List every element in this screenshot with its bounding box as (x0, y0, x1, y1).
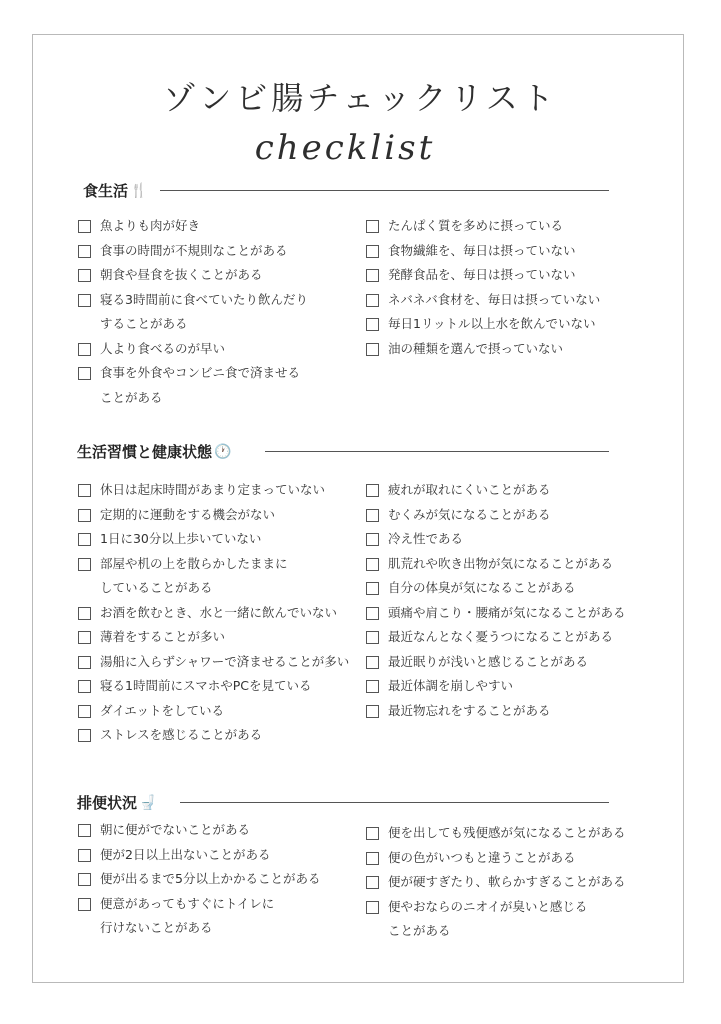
checkbox[interactable] (78, 898, 91, 911)
checklist-item[interactable] (78, 723, 262, 748)
checklist-item-label (388, 870, 626, 895)
checklist-item-line: 毎日1リットル以上水を飲んでいない (388, 316, 596, 331)
checklist-item-line: していることがある (100, 580, 213, 595)
checklist-item-line: 寝る3時間前に食べていたり飲んだり (100, 291, 308, 307)
checkbox[interactable] (366, 533, 379, 546)
checklist-item-line: 休日は起床時間があまり定まっていない (100, 482, 326, 497)
checklist-item-label (100, 361, 300, 410)
checklist-item[interactable] (78, 892, 274, 941)
checkbox[interactable] (366, 582, 379, 595)
checklist-item-label (100, 818, 250, 843)
checkbox[interactable] (366, 705, 379, 718)
page-title: ゾンビ腸チェックリスト (163, 79, 558, 117)
checklist-item[interactable] (78, 843, 270, 868)
checklist-item-label (388, 214, 563, 239)
checkbox[interactable] (366, 876, 379, 889)
checklist-item-label (100, 843, 270, 868)
checklist-item[interactable] (78, 674, 311, 699)
checklist-item-label (388, 625, 613, 650)
checklist-item-line: 油の種類を選んで摂っていない (388, 340, 564, 356)
checklist-item[interactable] (78, 263, 263, 288)
checkbox[interactable] (78, 367, 91, 380)
checklist-item-label (388, 821, 626, 846)
checklist-item[interactable] (366, 288, 600, 313)
section-heading (77, 441, 231, 462)
checklist-item[interactable] (366, 846, 576, 871)
checklist-item[interactable] (366, 263, 576, 288)
checkbox[interactable] (366, 852, 379, 865)
checklist-item-line: 行けないことがある (100, 920, 213, 935)
checkbox[interactable] (78, 729, 91, 742)
checklist-item-label (388, 288, 600, 313)
checklist-item-line: 寝る1時間前にスマホやPCを見ている (100, 678, 312, 693)
checklist-item-line: 人より食べるのが早い (100, 340, 226, 356)
checklist-item-label (100, 239, 288, 264)
checklist-item[interactable] (366, 478, 551, 503)
checklist-item-line: 便意があってもすぐにトイレに (100, 895, 275, 911)
checklist-item-line: ことがある (388, 923, 451, 938)
checkbox[interactable] (366, 631, 379, 644)
checkbox[interactable] (366, 294, 379, 307)
checkbox[interactable] (78, 873, 91, 886)
checklist-item-line: 薄着をすることが多い (100, 629, 226, 644)
checklist-item[interactable] (366, 239, 576, 264)
checkbox[interactable] (78, 631, 91, 644)
checklist-item-line: 最近なんとなく憂うつになることがある (388, 629, 614, 644)
checklist-item-line: 食事を外食やコンビニ食で済ませる (100, 365, 301, 380)
checklist-item[interactable] (366, 601, 626, 626)
checklist-item-label (388, 478, 551, 503)
checklist-item[interactable] (78, 288, 308, 337)
checklist-item[interactable] (78, 527, 261, 552)
checklist-item-line: 便の色がいつもと違うことがある (388, 849, 576, 865)
checklist-item-label (388, 503, 551, 528)
checklist-item-line: たんぱく質を多めに摂っている (388, 218, 564, 233)
checklist-item[interactable] (366, 337, 563, 362)
checklist-item[interactable] (366, 214, 563, 239)
checklist-item-line: 肌荒れや吹き出物が気になることがある (388, 555, 614, 571)
checklist-item-line: 1日に30分以上歩いていない (100, 531, 262, 546)
checklist-item-line: 発酵食品を、毎日は摂っていない (388, 267, 576, 282)
checkbox[interactable] (366, 269, 379, 282)
checklist-item-label (100, 601, 337, 626)
checklist-item-line: ストレスを感じることがある (100, 727, 263, 742)
checklist-item-line: 最近物忘れをすることがある (388, 702, 551, 718)
checklist-item-label (388, 601, 626, 626)
checklist-item-label (100, 288, 308, 337)
checkbox[interactable] (366, 318, 379, 331)
checklist-item-line: 食物繊維を、毎日は摂っていない (388, 242, 576, 258)
fork-knife-icon: 🍴 (130, 182, 148, 199)
checklist-item[interactable] (78, 239, 288, 264)
checkbox[interactable] (78, 705, 91, 718)
checklist-item-line: 最近眠りが浅いと感じることがある (388, 653, 589, 669)
section-heading-label: 排便状況 (77, 794, 138, 812)
checklist-item[interactable] (78, 650, 349, 675)
checklist-item[interactable] (366, 870, 626, 895)
checklist-item[interactable] (366, 576, 576, 601)
checkbox[interactable] (366, 656, 379, 669)
checkbox[interactable] (366, 558, 379, 571)
checklist-item[interactable] (366, 625, 613, 650)
checklist-item[interactable] (78, 214, 200, 239)
clock-icon: 🕐 (214, 443, 232, 460)
checklist-item-label (100, 263, 263, 288)
checklist-item[interactable] (78, 478, 325, 503)
toilet-icon: 🚽 (139, 794, 157, 811)
checklist-item-label (100, 867, 320, 892)
checklist-item-line: 最近体調を崩しやすい (388, 678, 514, 693)
checkbox[interactable] (366, 509, 379, 522)
checklist-item-label (388, 650, 588, 675)
checkbox[interactable] (78, 533, 91, 546)
checklist-item-label (100, 527, 261, 552)
checklist-item-label (100, 699, 224, 724)
checklist-item[interactable] (78, 867, 320, 892)
checklist-item-label (100, 674, 311, 699)
checklist-item-line: お酒を飲むとき、水と一緒に飲んでいない (100, 604, 338, 620)
section-heading (83, 180, 147, 201)
section-heading (77, 792, 156, 813)
checkbox[interactable] (78, 558, 91, 571)
checkbox[interactable] (366, 827, 379, 840)
checkbox[interactable] (366, 484, 379, 497)
checklist-item-label (100, 503, 275, 528)
checklist-item[interactable] (78, 361, 300, 410)
checkbox[interactable] (366, 220, 379, 233)
checklist-item-line: 頭痛や肩こり・腰痛が気になることがある (388, 604, 626, 620)
checklist-item[interactable] (78, 625, 225, 650)
checklist-item-label (388, 674, 513, 699)
checklist-item-label (388, 552, 613, 577)
section-divider (160, 190, 609, 191)
checklist-item-line: することがある (100, 316, 188, 331)
checklist-item[interactable] (366, 527, 463, 552)
checklist-item-label (388, 337, 563, 362)
checkbox[interactable] (78, 220, 91, 233)
checkbox[interactable] (78, 245, 91, 258)
checklist-item-label (388, 263, 576, 288)
checklist-item-label (100, 552, 288, 601)
checklist-item-label (388, 699, 551, 724)
checklist-item-label (388, 312, 595, 337)
checklist-item-label (100, 478, 325, 503)
checklist-item-line: ダイエットをしている (100, 702, 225, 718)
checkbox[interactable] (78, 294, 91, 307)
checklist-item[interactable] (78, 699, 224, 724)
checklist-item[interactable] (366, 503, 551, 528)
checklist-item-line: むくみが気になることがある (388, 506, 551, 522)
checklist-item-line: 便が2日以上出ないことがある (100, 846, 271, 862)
checklist-item[interactable] (366, 674, 513, 699)
checklist-item-label (100, 214, 200, 239)
checklist-item-line: 魚よりも肉が好き (100, 218, 201, 233)
checklist-item-label (100, 337, 225, 362)
checklist-item-line: 便が出るまで5分以上かかることがある (100, 871, 321, 886)
checklist-item-line: 朝食や昼食を抜くことがある (100, 267, 263, 282)
checklist-item-label (388, 527, 463, 552)
checklist-item-line: 疲れが取れにくいことがある (388, 482, 551, 497)
checklist-item-line: 湯船に入らずシャワーで済ませることが多い (100, 653, 350, 669)
checkbox[interactable] (366, 343, 379, 356)
checklist-item-line: 朝に便がでないことがある (100, 822, 251, 837)
checklist-item-line: 自分の体臭が気になることがある (388, 580, 576, 595)
section-divider (265, 451, 609, 452)
section-heading-label: 食生活 (83, 182, 129, 200)
checkbox[interactable] (78, 849, 91, 862)
checklist-item[interactable] (366, 821, 626, 846)
checkbox[interactable] (366, 901, 379, 914)
checklist-item-line: 便を出しても残便感が気になることがある (388, 825, 626, 840)
checklist-item[interactable] (366, 552, 613, 577)
checklist-item-line: 便が硬すぎたり、軟らかすぎることがある (388, 874, 626, 889)
checkbox[interactable] (78, 607, 91, 620)
section-heading-label: 生活習慣と健康状態 (77, 443, 213, 461)
checklist-item-label (388, 846, 576, 871)
checklist-item-label (100, 625, 225, 650)
checklist-item-line: 部屋や机の上を散らかしたままに (100, 555, 288, 571)
checkbox[interactable] (366, 680, 379, 693)
checkbox[interactable] (366, 245, 379, 258)
checklist-item[interactable] (78, 503, 275, 528)
checkbox[interactable] (78, 484, 91, 497)
section-divider (180, 802, 609, 803)
checkbox[interactable] (366, 607, 379, 620)
checklist-item-line: ネバネバ食材を、毎日は摂っていない (388, 291, 601, 307)
checklist-item[interactable] (78, 601, 337, 626)
checkbox[interactable] (78, 656, 91, 669)
checklist-item[interactable] (366, 312, 595, 337)
checkbox[interactable] (78, 509, 91, 522)
checklist-item-line: 定期的に運動をする機会がない (100, 506, 276, 522)
checklist-item[interactable] (78, 337, 225, 362)
checklist-item-label (388, 895, 587, 944)
checkbox[interactable] (78, 824, 91, 837)
checklist-item-line: 食事の時間が不規則なことがある (100, 242, 288, 258)
checkbox[interactable] (78, 343, 91, 356)
checklist-item-label (100, 892, 274, 941)
checklist-item-line: 便やおならのニオイが臭いと感じる (388, 898, 588, 914)
checklist-item[interactable] (78, 552, 288, 601)
checklist-item[interactable] (366, 699, 551, 724)
checklist-item[interactable] (366, 895, 587, 944)
checklist-item-label (388, 239, 576, 264)
checklist-item-label (100, 723, 262, 748)
checklist-item-label (388, 576, 576, 601)
page-subtitle: checklist (254, 128, 436, 168)
checkbox[interactable] (78, 269, 91, 282)
checkbox[interactable] (78, 680, 91, 693)
checklist-item[interactable] (366, 650, 588, 675)
checklist-item-line: ことがある (100, 389, 163, 405)
checklist-item[interactable] (78, 818, 250, 843)
checklist-item-line: 冷え性である (388, 531, 464, 546)
checklist-item-label (100, 650, 349, 675)
